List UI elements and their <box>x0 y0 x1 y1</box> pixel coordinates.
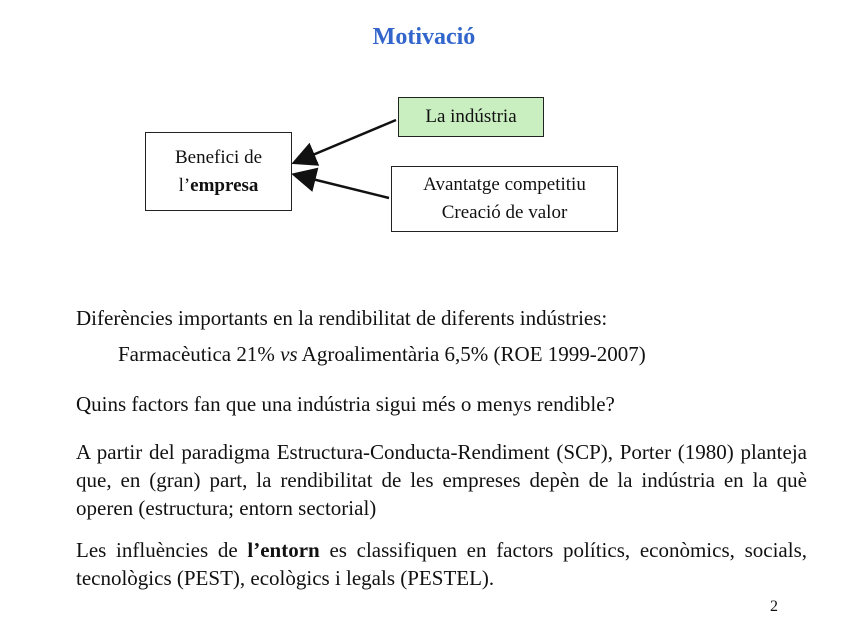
roe-part-b: Agroalimentària 6,5% (ROE 1999-2007) <box>297 342 646 366</box>
roe-vs: vs <box>280 342 298 366</box>
benefit-line1: Benefici de <box>174 146 263 168</box>
advantage-line1: Avantatge competitiu <box>423 174 586 195</box>
page-number: 2 <box>770 598 778 615</box>
paragraph-differences: Diferències importants en la rendibilitat de diferents indústries: <box>76 306 608 330</box>
industry-label: La indústria <box>425 106 517 127</box>
advantage-line2: Creació de valor <box>441 202 568 223</box>
pestel-part-b: es classifiquen en factors polítics, econòmics, socials, tecnològics (PEST), ecològics i legals (PESTEL). <box>76 538 807 590</box>
paragraph-pestel <box>76 536 807 592</box>
benefit-line2 <box>146 172 291 200</box>
arrow-industry-to-benefit <box>296 120 396 162</box>
paragraph-question: Quins factors fan que una indústria sigui més o menys rendible? <box>76 392 615 416</box>
paragraph-roe-example <box>118 340 798 368</box>
benefit-box <box>145 132 292 211</box>
roe-part-a: Farmacèutica 21% <box>118 342 281 366</box>
benefit-prefix: l’ <box>178 174 191 196</box>
paragraph-scp: A partir del paradigma Estructura-Conducta-Rendiment (SCP), Porter (1980) planteja que, en (gran) part, la rendibilitat de les empreses depèn de la indústria en la què operen (estructura; entorn sectorial) <box>76 440 807 520</box>
benefit-emph: empresa <box>190 174 259 196</box>
pestel-part-a: Les influències de <box>76 538 248 562</box>
arrow-advantage-to-benefit <box>296 175 389 198</box>
industry-box <box>398 97 544 137</box>
slide-title: Motivació <box>372 24 476 50</box>
advantage-box <box>391 166 618 232</box>
pestel-emph: l’entorn <box>247 538 320 562</box>
